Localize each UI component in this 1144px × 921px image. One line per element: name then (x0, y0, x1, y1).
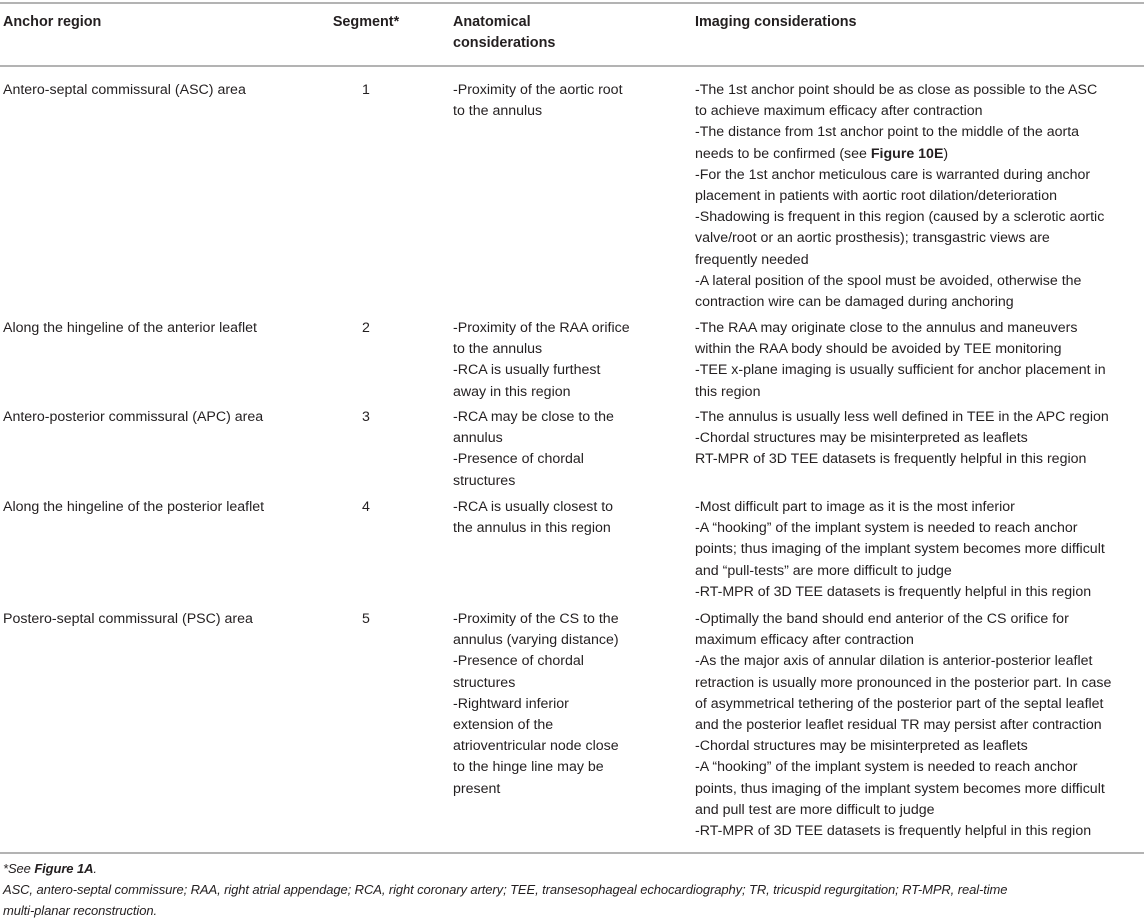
text-line: structures (453, 472, 516, 489)
text-line: of asymmetrical tethering of the posterior part of the septal leaflet (695, 695, 1104, 712)
cell-segment: 2 (362, 320, 370, 336)
cell-segment: 1 (362, 82, 370, 98)
text-line: and the posterior leaflet residual TR may persist after contraction (695, 717, 1102, 734)
footnote-text: . (93, 861, 97, 876)
text-line: -RCA is usually closest to (453, 499, 614, 515)
text-line: -RT-MPR of 3D TEE datasets is frequently helpful in this region (695, 583, 1092, 600)
text-line: -Rightward inferior (453, 695, 569, 712)
text-line: -RT-MPR of 3D TEE datasets is frequently helpful in this region (695, 823, 1092, 840)
text-line: and “pull-tests” are more difficult to judge (695, 562, 952, 579)
header-imaging: Imaging considerations (695, 14, 857, 30)
cell-anatomical (453, 407, 668, 492)
text-line: -A “hooking” of the implant system is needed to reach anchor (695, 759, 1078, 776)
cell-segment: 5 (362, 611, 370, 627)
text-line: -The RAA may originate close to the annulus and maneuvers (695, 320, 1078, 336)
text-line: structures (453, 674, 516, 691)
text-line: points, thus imaging of the implant system becomes more difficult (695, 780, 1105, 797)
text-line: points; thus imaging of the implant system becomes more difficult (695, 541, 1105, 558)
text-line: -RCA is usually furthest (453, 362, 601, 379)
header-rule (0, 65, 1144, 67)
text-fragment: needs to be confirmed (see (695, 145, 871, 162)
text-line: atrioventricular node close (453, 738, 619, 755)
header-anatomical-line1: Anatomical (453, 14, 531, 30)
text-line: -RCA may be close to the (453, 409, 614, 425)
text-line: frequently needed (695, 251, 809, 268)
table-top-rule (0, 2, 1144, 4)
text-line: within the RAA body should be avoided by TEE monitoring (695, 341, 1062, 358)
text-line: -Presence of chordal (453, 451, 584, 468)
cell-anchor-region: Antero-posterior commissural (APC) area (3, 409, 264, 425)
text-line: -Proximity of the aortic root (453, 82, 623, 98)
text-line: RT-MPR of 3D TEE datasets is frequently helpful in this region (695, 451, 1087, 468)
cell-segment: 3 (362, 409, 370, 425)
cell-anchor-region: Along the hingeline of the anterior leaflet (3, 320, 257, 336)
text-line: extension of the (453, 717, 554, 734)
cell-anchor-region: Along the hingeline of the posterior leaflet (3, 499, 265, 515)
text-line: -Presence of chordal (453, 653, 584, 670)
text-line: and pull test are more difficult to judge (695, 801, 935, 818)
cell-imaging (695, 407, 1144, 471)
text-line: the annulus in this region (453, 520, 611, 537)
header-anchor-region: Anchor region (3, 14, 102, 30)
text-line: -Most difficult part to image as it is the most inferior (695, 499, 1015, 515)
text-line: -Optimally the band should end anterior of the CS orifice for (695, 611, 1069, 627)
figure-10e-link[interactable]: Figure 10E (870, 145, 944, 162)
cell-anchor-region: Postero-septal commissural (PSC) area (3, 611, 253, 627)
text-line: -As the major axis of annular dilation is anterior-posterior leaflet (695, 653, 1093, 670)
cell-imaging (695, 80, 1144, 313)
text-line (695, 144, 1144, 165)
text-line: -A lateral position of the spool must be avoided, otherwise the (695, 272, 1082, 289)
cell-anchor-region: Antero-septal commissural (ASC) area (3, 82, 246, 98)
cell-imaging (695, 609, 1144, 842)
text-line: to achieve maximum efficacy after contraction (695, 103, 983, 120)
footnote-abbreviations-line2: multi-planar reconstruction. (3, 903, 157, 918)
text-line: -For the 1st anchor meticulous care is warranted during anchor (695, 166, 1091, 183)
text-line: annulus (453, 430, 503, 447)
text-line: valve/root or an aortic prosthesis); transgastric views are (695, 230, 1050, 247)
text-line: -TEE x-plane imaging is usually sufficient for anchor placement in (695, 362, 1106, 379)
footnote-abbreviations-line1: ASC, antero-septal commissure; RAA, right atrial appendage; RCA, right coronary artery; TEE, transesophageal echocardiography; TR, tricuspid regurgitation; RT-MPR, real-time (3, 882, 1008, 897)
cell-anatomical (453, 80, 668, 122)
cell-segment: 4 (362, 499, 370, 515)
footnote-see-figure (3, 858, 97, 879)
cell-anatomical (453, 497, 668, 539)
cell-imaging (695, 318, 1144, 403)
text-line: this region (695, 383, 761, 400)
text-line: maximum efficacy after contraction (695, 632, 914, 649)
text-line: -The 1st anchor point should be as close as possible to the ASC (695, 82, 1098, 98)
cell-imaging (695, 497, 1144, 603)
header-anatomical (453, 12, 583, 54)
text-line: -Proximity of the CS to the (453, 611, 619, 627)
cell-anatomical (453, 609, 668, 800)
text-line: -Shadowing is frequent in this region (caused by a sclerotic aortic (695, 209, 1105, 226)
text-line: present (453, 780, 501, 797)
header-segment: Segment* (332, 14, 400, 30)
text-line: to the annulus (453, 341, 543, 358)
text-line: -A “hooking” of the implant system is needed to reach anchor (695, 520, 1078, 537)
text-line: away in this region (453, 383, 571, 400)
figure-1a-link[interactable]: Figure 1A (34, 861, 94, 876)
text-line: to the hinge line may be (453, 759, 604, 776)
cell-anatomical (453, 318, 668, 403)
text-line: placement in patients with aortic root dilation/deterioration (695, 188, 1057, 205)
text-line: retraction is usually more pronounced in the posterior part. In case (695, 674, 1112, 691)
text-line: -Proximity of the RAA orifice (453, 320, 630, 336)
header-anatomical-line2: considerations (453, 35, 556, 51)
text-line: -Chordal structures may be misinterpreted as leaflets (695, 738, 1028, 755)
table-bottom-rule (0, 852, 1144, 854)
footnote-text: *See (3, 861, 35, 876)
text-line: -The annulus is usually less well defined in TEE in the APC region (695, 409, 1109, 425)
text-line: to the annulus (453, 103, 543, 120)
text-line: annulus (varying distance) (453, 632, 619, 649)
text-line: -The distance from 1st anchor point to the middle of the aorta (695, 124, 1080, 141)
text-fragment: ) (943, 145, 949, 162)
text-line: -Chordal structures may be misinterpreted as leaflets (695, 430, 1028, 447)
text-line: contraction wire can be damaged during anchoring (695, 294, 1014, 311)
